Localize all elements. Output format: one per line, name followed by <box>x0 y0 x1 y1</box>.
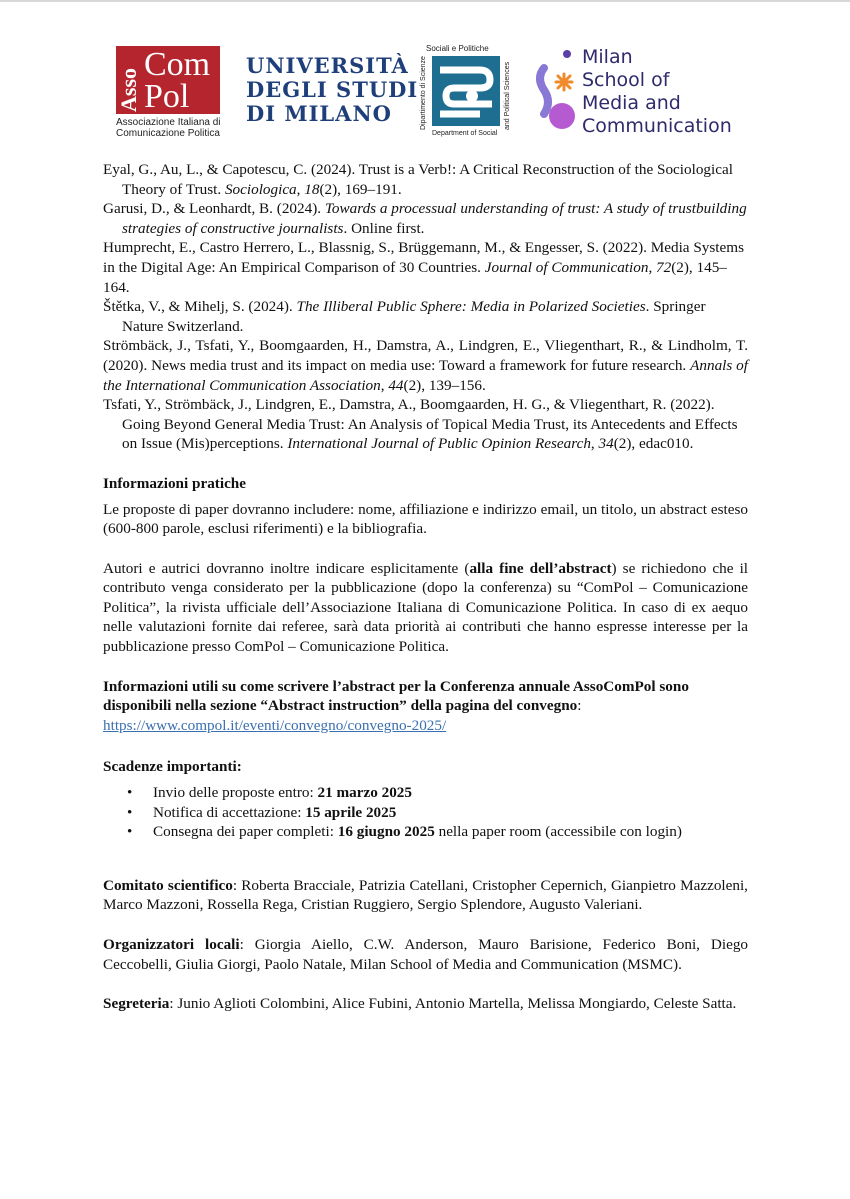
reference-tsfati <box>103 395 748 454</box>
convegno-link[interactable]: https://www.compol.it/eventi/convegno/convegno-2025/ <box>103 716 447 734</box>
abstract-info-paragraph <box>103 677 748 736</box>
reference-eyal <box>103 160 748 199</box>
dept-left-vertical-text: Dipartimento di Scienze <box>420 56 427 130</box>
msmc-logo <box>534 46 754 141</box>
ref-volume: 72 <box>656 258 672 276</box>
deadline-text: Invio delle proposte entro: <box>153 784 318 802</box>
dept-top-text: Sociali e Politiche <box>426 44 489 53</box>
asso-logo-com: Com <box>144 46 211 83</box>
dept-right-vertical-text: and Political Sciences <box>504 61 511 130</box>
reference-stetka <box>103 297 748 336</box>
p2-bold: alla fine dell’abstract <box>469 559 612 577</box>
deadline-text: Notifica di accettazione: <box>153 803 306 821</box>
reference-garusi <box>103 199 748 238</box>
page-edge <box>0 0 850 2</box>
committee-label: Comitato scientifico <box>103 876 233 894</box>
reference-stromback <box>103 336 748 395</box>
logo-header <box>0 44 850 144</box>
ref-journal: Journal of Communication <box>484 258 649 276</box>
secretariat-label: Segreteria <box>103 995 170 1013</box>
unimi-logo <box>246 54 418 126</box>
dept-emblem-icon <box>432 56 500 126</box>
asso-logo-pol: Pol <box>144 78 190 115</box>
ref-journal: International Journal of Public Opinion Research <box>287 435 591 453</box>
unimi-line1: UNIVERSITÀ <box>246 53 409 78</box>
deadline-date: 16 giugno 2025 <box>337 823 435 841</box>
ref-text: Eyal, G., Au, L., & Capotescu, C. (2024). Trust is a Verb!: A Critical Reconstruction of the Sociological Theory of Trust. <box>103 161 733 198</box>
asso-logo-subtitle <box>116 117 221 139</box>
ref-pages: . Springer Nature Switzerland. <box>122 298 706 335</box>
msmc-line2: School of <box>582 69 670 91</box>
scientific-committee <box>103 876 748 915</box>
ref-sep: , <box>296 180 305 198</box>
local-organizers <box>103 935 748 974</box>
msmc-line1: Milan <box>582 46 633 68</box>
msmc-line3: Media and <box>582 92 681 114</box>
local-label: Organizzatori locali <box>103 936 240 953</box>
ref-pages: (2), 169–191. <box>319 180 402 198</box>
p2-text-c: ) se richiedono che il contributo venga considerato per la pubblicazione (dopo la conferenza) su “ComPol – Comunicazione Politica”, la rivista ufficiale dell’Associazione Italiana di Comunicazione Politica. In caso di ex aequo nelle valutazioni fornite dai referee, sarà data priorità ai contributi che hanno espresse interesse per la pubblicazione presso ComPol – Comunicazione Politica. <box>103 559 749 656</box>
secretariat <box>103 994 748 1014</box>
dept-bottom-text: Department of Social <box>432 130 498 137</box>
ref-text: Humprecht, E., Castro Herrero, L., Blassnig, S., Brüggemann, M., & Engesser, S. (2022). Media Systems in the Digital Age: An Empirical Comparison of 30 Countries. <box>103 239 744 276</box>
msmc-wordmark <box>582 46 732 138</box>
msmc-line4: Communication <box>582 115 732 137</box>
department-logo <box>418 44 514 139</box>
local-names: : Giorgia Aiello, C.W. Anderson, Mauro Barisione, Federico Boni, Diego Ceccobelli, Giulia Giorgi, Paolo Natale, Milan School of Media and Communication (MSMC). <box>103 936 749 973</box>
deadlines-heading: Scadenze importanti: <box>103 758 242 776</box>
ref-title: The Illiberal Public Sphere: Media in Polarized Societies <box>296 298 646 316</box>
asso-logo-vertical-text: Asso <box>116 67 141 112</box>
ref-sep: , <box>380 376 389 394</box>
deadline-date: 15 aprile 2025 <box>305 803 397 821</box>
secretariat-names: : Junio Aglioti Colombini, Alice Fubini, Antonio Martella, Melissa Mongiardo, Celeste Satta. <box>169 995 737 1013</box>
ref-text: Tsfati, Y., Strömbäck, J., Lindgren, E., Damstra, A., Boomgaarden, H. G., & Vliegenthart, R. (2022). Going Beyond General Media Trust: An Analysis of Topical Media Trust, its Antecedents and Effects on Issue (Mis)perceptions. <box>103 396 738 453</box>
deadline-date: 21 marzo 2025 <box>317 784 412 802</box>
unimi-line2: DEGLI STUDI <box>246 77 419 102</box>
practical-paragraph-2 <box>103 559 748 657</box>
ref-sep: , <box>648 258 657 276</box>
asso-subtitle-line2: Comunicazione Politica <box>116 128 220 139</box>
msmc-emblem-icon <box>534 48 580 136</box>
practical-paragraph-1: Le proposte di paper dovranno includere: nome, affiliazione e indirizzo email, un titolo, un abstract esteso (600-800 parole, esclusi riferimenti) e la bibliografia. <box>103 500 748 538</box>
asso-compol-logo <box>116 46 224 137</box>
ref-pages: (2), edac010. <box>613 435 694 453</box>
unimi-line3: DI MILANO <box>246 101 392 126</box>
deadline-item <box>153 803 748 823</box>
deadline-item <box>153 822 748 842</box>
ref-title: Towards a processual understanding of trust: A study of trustbuilding strategies of constructive journalists <box>122 200 747 237</box>
asso-subtitle-line1: Associazione Italiana di <box>116 117 221 128</box>
ref-volume: 34 <box>598 435 614 453</box>
ref-volume: 18 <box>304 180 320 198</box>
ref-journal: Sociologica <box>224 180 297 198</box>
ref-pages: . Online first. <box>343 219 425 237</box>
document-body <box>103 160 748 1014</box>
reference-humprecht <box>103 238 748 297</box>
ref-pages: (2), 139–156. <box>403 376 486 394</box>
ref-text: Strömbäck, J., Tsfati, Y., Boomgaarden, H., Damstra, A., Lindgren, E., Vliegenthart, R., & Lindholm, T. (2020). News media trust and its impact on media use: Toward a framework for future research. <box>103 337 748 374</box>
committee-names: : Roberta Bracciale, Patrizia Catellani, Cristopher Cepernich, Gianpietro Mazzoleni, Marco Mazzoni, Rossella Rega, Cristian Ruggiero, Sergio Splendore, Augusto Valeriani. <box>103 876 748 914</box>
deadline-text: Consegna dei paper completi: <box>153 823 338 841</box>
deadline-item <box>153 783 748 803</box>
reference-list <box>103 160 748 454</box>
ref-journal: Annals of the International Communication Association <box>103 356 748 394</box>
deadline-after: nella paper room (accessibile con login) <box>434 823 682 841</box>
ref-text: Garusi, D., & Leonhardt, B. (2024). <box>103 200 325 218</box>
ref-volume: 44 <box>388 376 404 394</box>
ref-text: Štětka, V., & Mihelj, S. (2024). <box>103 298 297 316</box>
ref-pages: (2), 145–164. <box>103 258 727 296</box>
practical-info-heading: Informazioni pratiche <box>103 474 246 492</box>
abstract-info-colon: : <box>577 697 582 715</box>
p2-text-a: Autori e autrici dovranno inoltre indicare esplicitamente ( <box>103 559 470 577</box>
deadlines-list <box>103 783 748 842</box>
abstract-info-bold: Informazioni utili su come scrivere l’abstract per la Conferenza annuale AssoComPol sono disponibili nella sezione “Abstract instruction” della pagina del convegno <box>103 677 689 715</box>
ref-sep: , <box>590 435 599 453</box>
